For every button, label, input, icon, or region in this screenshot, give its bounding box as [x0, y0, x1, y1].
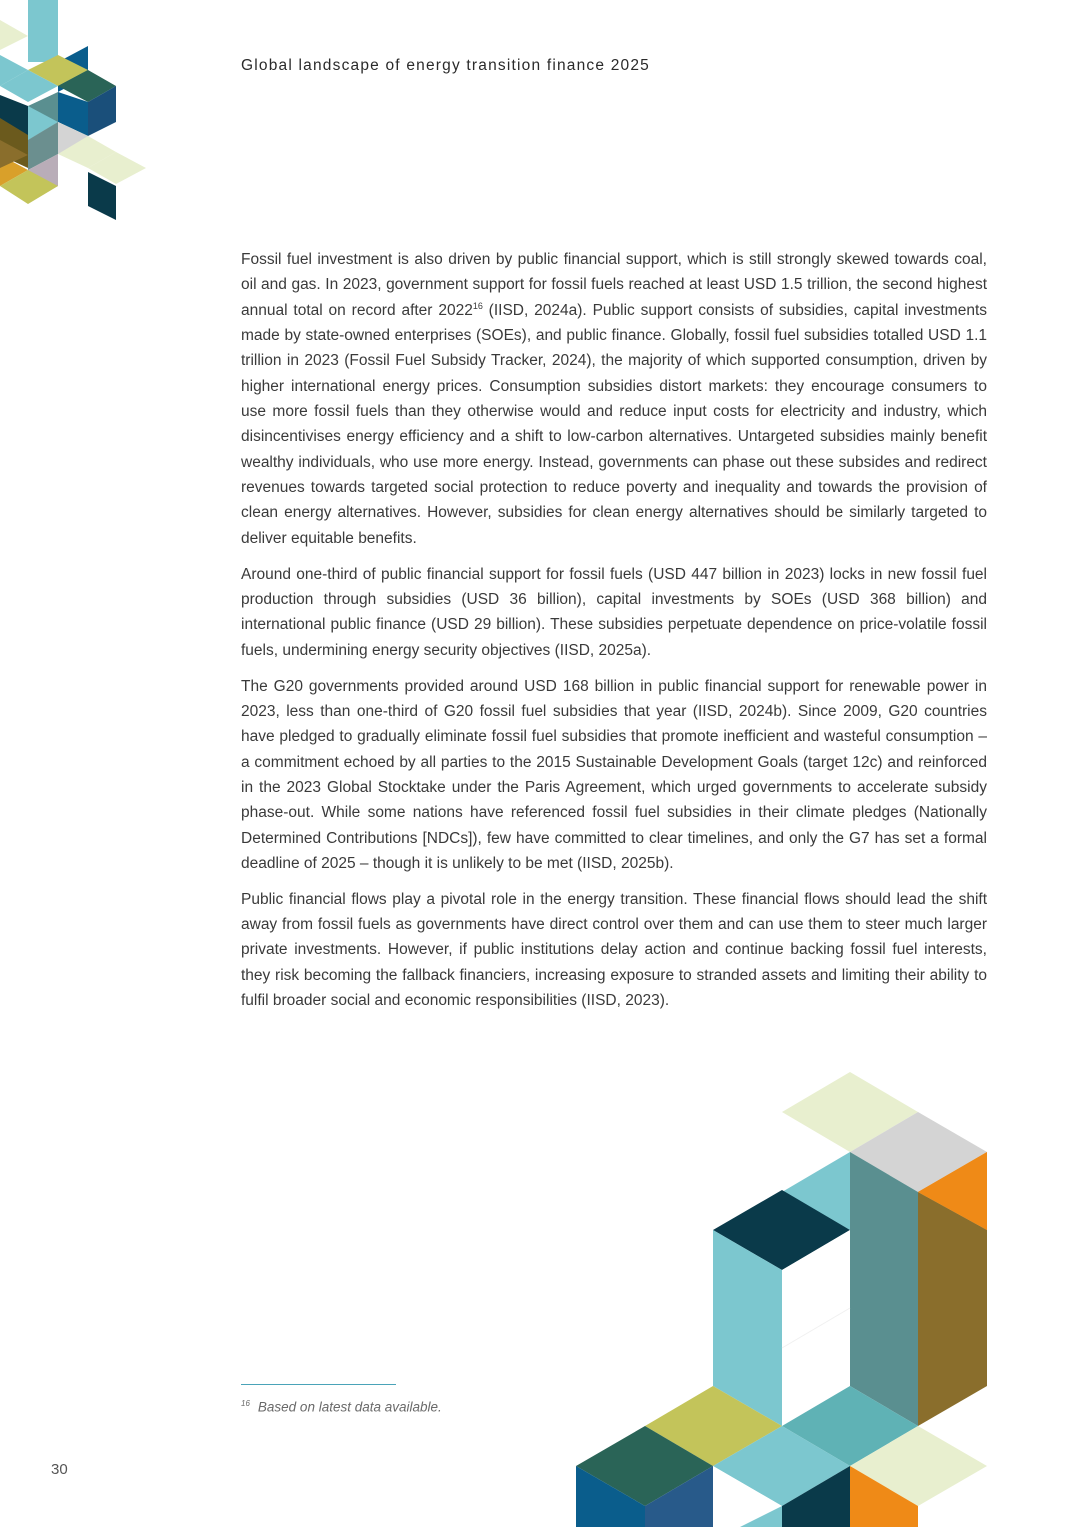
body-text — [241, 247, 987, 1024]
footnote-number: 16 — [241, 1399, 250, 1408]
footnote-reference: 16 — [472, 300, 483, 311]
header-title: Global landscape of energy transition finance 2025 — [241, 57, 650, 74]
footnote — [241, 1399, 442, 1415]
paragraph-1-part-2: (IISD, 2024a). Public support consists of subsidies, capital investments made by state-owned enterprises (SOEs), and public finance. Globally, fossil fuel subsidies totalled USD 1.1 trillion in 2023 (Fossil Fuel Subsidy Tracker, 2024), the majority of which supported consumption, driven by higher international energy prices. Consumption subsidies distort markets: they encourage consumers to use more fossil fuels than they otherwise would and reduce input costs for electricity and industry, which disincentivises energy efficiency and a shift to low-carbon alternatives. Untargeted subsidies mainly benefit wealthy individuals, who use more energy. Instead, governments can phase out these subsides and redirect revenues towards targeted social protection to reduce poverty and inequality and towards the provision of clean energy alternatives. However, subsidies for clean energy alternatives should be similarly targeted to deliver equitable benefits. — [241, 301, 988, 547]
paragraph-g20-governments: The G20 governments provided around USD 168 billion in public financial support for renewable power in 2023, less than one-third of G20 fossil fuel subsidies that year (IISD, 2024b). Since 2009, G20 countries have pledged to gradually eliminate fossil fuel subsidies that promote inefficient and wasteful consumption – a commitment echoed by all parties to the 2015 Sustainable Development Goals (target 12c) and reinforced in the 2023 Global Stocktake under the Paris Agreement, which urged governments to accelerate subsidy phase-out. While some nations have referenced fossil fuel subsidies in their climate pledges (Nationally Determined Contributions [NDCs]), few have committed to clear timelines, and only the G7 has set a formal deadline of 2025 – though it is unlikely to be met (IISD, 2025b). — [241, 677, 987, 872]
paragraph-new-fossil-production: Around one-third of public financial support for fossil fuels (USD 447 billion in 2023) locks in new fossil fuel production through subsidies (USD 36 billion), capital investments by SOEs (USD 368 billion) and international public finance (USD 29 billion). These subsidies perpetuate dependence on price-volatile fossil fuels, undermining energy security objectives (IISD, 2025a). — [241, 565, 987, 659]
paragraph-public-financial-flows: Public financial flows play a pivotal role in the energy transition. These financial flows should lead the shift away from fossil fuels as governments have direct control over them and can use them to steer much larger private investments. However, if public institutions delay action and continue backing fossil fuel interests, they risk becoming the fallback financiers, increasing exposure to stranded assets and limiting their ability to fulfil broader social and economic responsibilities (IISD, 2023). — [241, 890, 987, 1010]
footnote-text: Based on latest data available. — [257, 1399, 442, 1415]
decorative-cubes-top — [0, 0, 150, 225]
paragraph-1-part-1: Fossil fuel investment is also driven by public financial support, which is still strongly skewed towards coal, oil and gas. In 2023, government support for fossil fuels reached at least USD 1.5 trillion, the second highest annual total on record after 2022 — [241, 251, 987, 319]
paragraph-fossil-fuel-support — [241, 247, 987, 551]
decorative-cubes-bottom — [570, 1060, 990, 1527]
footnote-divider — [241, 1384, 396, 1385]
page-number: 30 — [51, 1461, 68, 1478]
